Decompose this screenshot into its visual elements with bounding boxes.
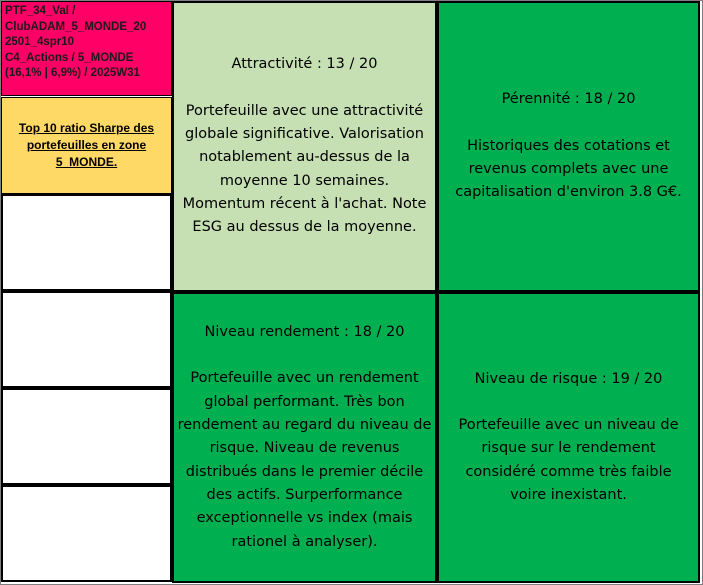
attractivite-text: Portefeuille avec une attractivité globale significative. Valorisation notablement au-dessus de la moyenne 10 semaines. Momentum récent à l'achat. Note ESG au dessus de la moyenne. xyxy=(182,102,427,236)
empty-cell xyxy=(1,194,172,291)
ranking-box xyxy=(1,97,172,194)
portfolio-title-line: ClubADAM_5_MONDE_20 xyxy=(5,20,147,33)
attractivite-panel xyxy=(172,1,437,292)
perennite-text: Historiques des cotations et revenus complets avec une capitalisation d'environ 3.8 G€. xyxy=(455,137,682,201)
portfolio-title-line: C4_Actions / 5_MONDE xyxy=(5,51,134,64)
risque-heading: Niveau de risque : 19 / 20 xyxy=(474,370,663,387)
rendement-panel xyxy=(172,292,437,583)
portfolio-title-line: 2501_4spr10 xyxy=(5,36,75,48)
perennite-heading: Pérennité : 18 / 20 xyxy=(501,91,636,108)
empty-cell xyxy=(1,388,172,485)
rendement-text: Portefeuille avec un rendement global performant. Très bon rendement au regard du niveau de risque. Niveau de revenus distribués dans le premier décile des actifs. Surperformance exceptionnelle vs index (mais rationel à analyser). xyxy=(177,370,432,550)
portfolio-title-line: (16,1% | 6,9%) / 2025W31 xyxy=(5,67,140,79)
risque-text: Portefeuille avec un niveau de risque sur le rendement considéré comme très faible voire inexistant. xyxy=(458,417,679,503)
empty-cell xyxy=(1,485,172,582)
empty-cell xyxy=(1,291,172,388)
ranking-label: Top 10 ratio Sharpe des portefeuilles en zone 5_MONDE. xyxy=(18,121,155,169)
perennite-panel xyxy=(437,1,700,292)
attractivite-heading: Attractivité : 13 / 20 xyxy=(231,56,378,73)
risque-panel xyxy=(437,292,700,583)
rendement-heading: Niveau rendement : 18 / 20 xyxy=(204,324,405,341)
portfolio-title-box xyxy=(1,1,172,96)
portfolio-title-line: PTF_34_Val / xyxy=(5,5,76,17)
